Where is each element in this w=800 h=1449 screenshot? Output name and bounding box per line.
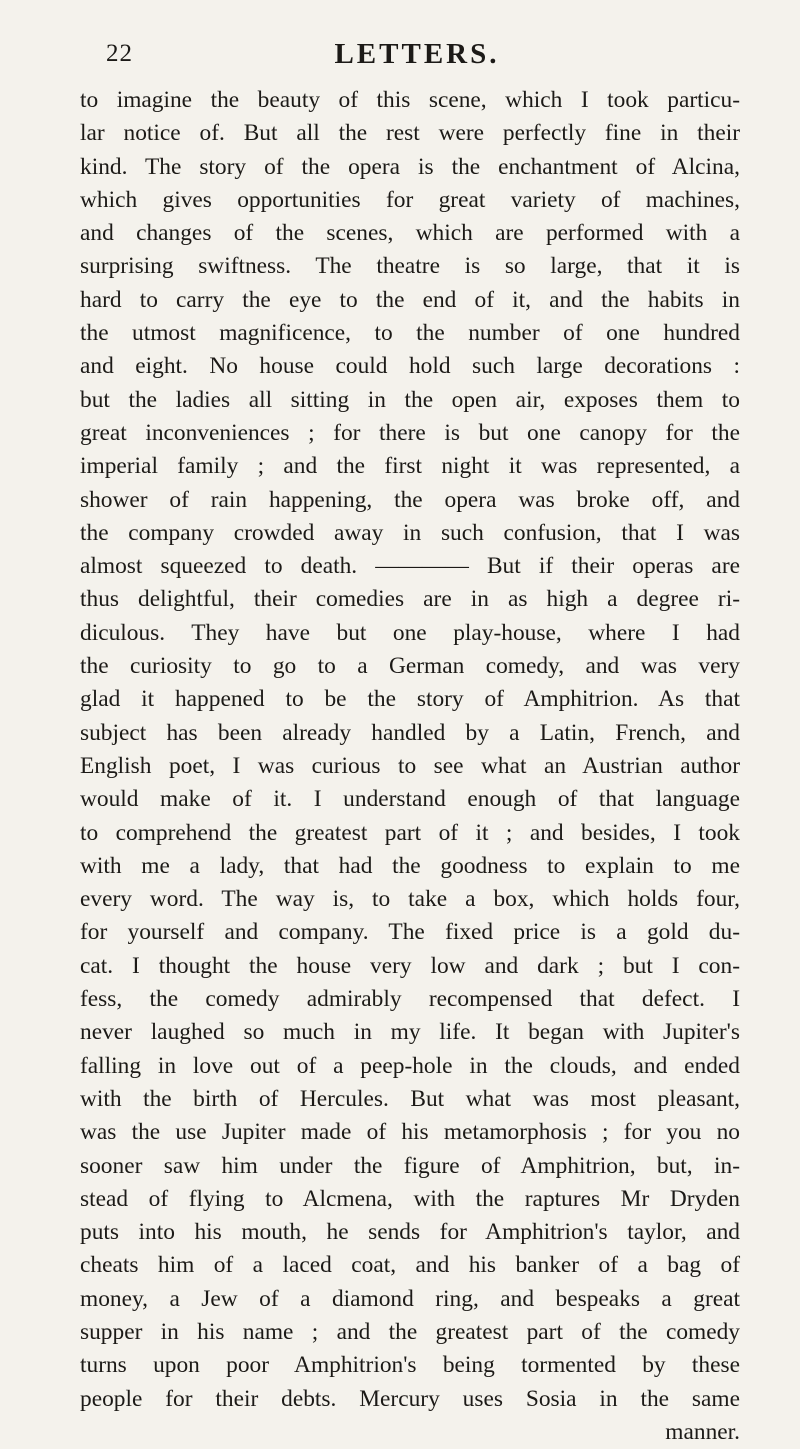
text-line: hard to carry the eye to the end of it, and the habits in	[80, 286, 740, 313]
text-line: lar notice of. But all the rest were perfectly fine in their	[80, 120, 740, 147]
text-line: shower of rain happening, the opera was broke off, and	[80, 486, 740, 513]
text-line: would make of it. I understand enough of that language	[80, 786, 740, 813]
text-line: money, a Jew of a diamond ring, and bespeaks a great	[80, 1285, 740, 1312]
text-line: fess, the comedy admirably recompensed that defect. I	[80, 986, 740, 1013]
text-line: cheats him of a laced coat, and his banker of a bag of	[80, 1252, 740, 1279]
text-line: and changes of the scenes, which are performed with a	[80, 220, 740, 247]
body-text	[80, 84, 740, 1449]
text-line: cat. I thought the house very low and dark ; but I con-	[80, 952, 740, 979]
text-line: subject has been already handled by a Latin, French, and	[80, 719, 740, 746]
text-line: supper in his name ; and the greatest part of the comedy	[80, 1318, 740, 1345]
text-line: stead of flying to Alcmena, with the raptures Mr Dryden	[80, 1185, 740, 1212]
text-line: falling in love out of a peep-hole in the clouds, and ended	[80, 1052, 740, 1079]
text-line: surprising swiftness. The theatre is so large, that it is	[80, 253, 740, 280]
text-line: kind. The story of the opera is the enchantment of Alcina,	[80, 153, 740, 180]
text-line: and eight. No house could hold such large decorations :	[80, 353, 740, 380]
text-line: turns upon poor Amphitrion's being tormented by these	[80, 1352, 740, 1379]
text-line: but the ladies all sitting in the open air, exposes them to	[80, 386, 740, 413]
text-line: people for their debts. Mercury uses Sosia in the same	[80, 1385, 740, 1412]
text-line: the company crowded away in such confusion, that I was	[80, 519, 740, 546]
text-line: great inconveniences ; for there is but one canopy for the	[80, 419, 740, 446]
text-line: never laughed so much in my life. It began with Jupiter's	[80, 1019, 740, 1046]
text-line: for yourself and company. The fixed price is a gold du-	[80, 919, 740, 946]
text-line: puts into his mouth, he sends for Amphitrion's taylor, and	[80, 1219, 740, 1246]
text-line: to comprehend the greatest part of it ; and besides, I took	[80, 819, 740, 846]
catchword: manner.	[665, 1418, 740, 1445]
text-line: was the use Jupiter made of his metamorphosis ; for you no	[80, 1119, 740, 1146]
text-line: which gives opportunities for great variety of machines,	[80, 186, 740, 213]
text-line: the curiosity to go to a German comedy, and was very	[80, 653, 740, 680]
text-line: glad it happened to be the story of Amphitrion. As that	[80, 686, 740, 713]
running-head: LETTERS.	[334, 38, 500, 70]
text-line: the utmost magnificence, to the number of one hundred	[80, 320, 740, 347]
page-number: 22	[106, 40, 133, 67]
text-line: diculous. They have but one play-house, where I had	[80, 619, 740, 646]
text-line: with me a lady, that had the goodness to explain to me	[80, 852, 740, 879]
text-line: with the birth of Hercules. But what was most pleasant,	[80, 1085, 740, 1112]
text-line: English poet, I was curious to see what an Austrian author	[80, 752, 740, 779]
text-line: almost squeezed to death. ———— But if their operas are	[80, 553, 740, 580]
page-header	[82, 0, 732, 80]
text-line: every word. The way is, to take a box, which holds four,	[80, 886, 740, 913]
text-line: imperial family ; and the first night it was represented, a	[80, 453, 740, 480]
text-line: thus delightful, their comedies are in as high a degree ri-	[80, 586, 740, 613]
text-line: to imagine the beauty of this scene, which I took particu-	[80, 87, 740, 113]
text-line: sooner saw him under the figure of Amphitrion, but, in-	[80, 1152, 740, 1179]
